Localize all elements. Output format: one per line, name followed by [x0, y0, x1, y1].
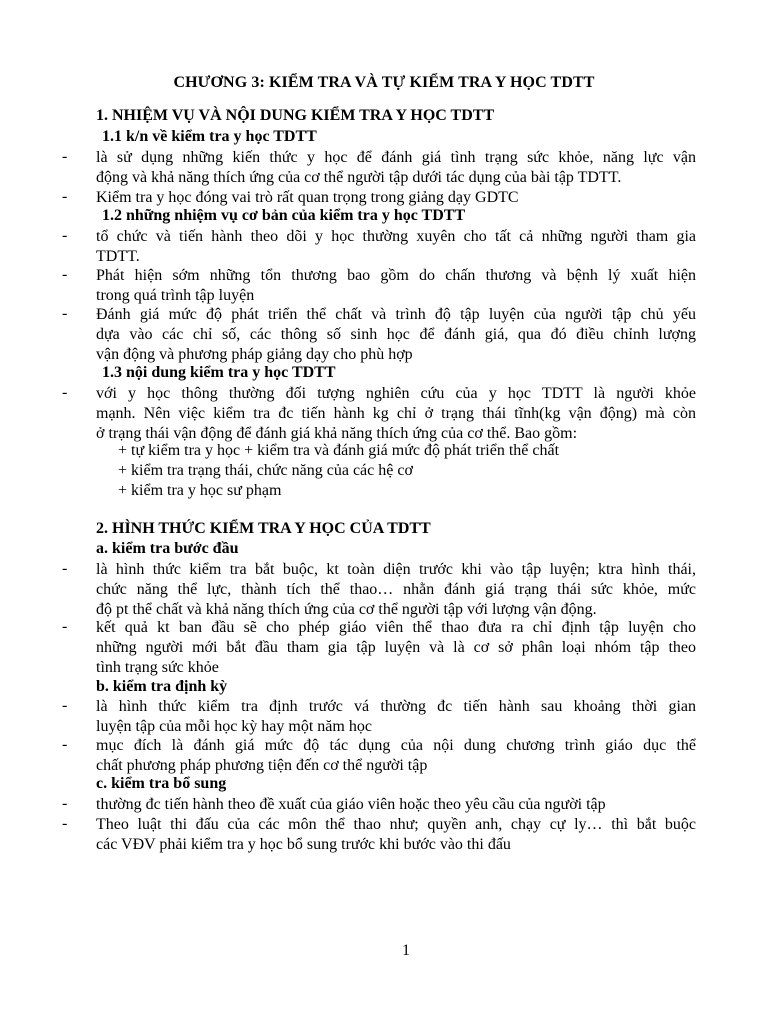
bullet-line: trong quá trình tập luyện	[96, 287, 255, 304]
bullet-marker: -	[62, 736, 68, 753]
subsection-1-1-heading: 1.1 k/n về kiểm tra y học TDTT	[102, 128, 317, 145]
section-2-heading: 2. HÌNH THỨC KIỂM TRA Y HỌC CỦA TDTT	[96, 520, 431, 537]
bullet-line: là hình thức kiểm tra định trước vá thường đc tiến hành sau khoảng thời gian	[96, 698, 696, 715]
chapter-title: CHƯƠNG 3: KIỂM TRA VÀ TỰ KIỂM TRA Y HỌC TDTT	[173, 74, 595, 91]
bullet-line: vận động và phương pháp giảng dạy cho phù hợp	[96, 346, 413, 363]
bullet-line: là hình thức kiểm tra bắt buộc, kt toàn diện trước khi vào tập luyện; ktra hình thái,	[96, 561, 696, 578]
bullet-marker: -	[62, 795, 68, 812]
bullet-line: động và khả năng thích ứng của cơ thể người tập dưới tác dụng của bài tập TDTT.	[96, 169, 622, 186]
sub-list-item: + kiểm tra trạng thái, chức năng của các hệ cơ	[118, 462, 413, 479]
bullet-line: các VĐV phải kiểm tra y học bổ sung trước khi bước vào thi đấu	[96, 836, 511, 853]
bullet-line: ở trạng thái vận động để đánh giá khả năng thích ứng của cơ thể. Bao gồm:	[96, 425, 578, 442]
bullet-marker: -	[62, 560, 68, 577]
bullet-line: thường đc tiến hành theo đề xuất của giáo viên hoặc theo yêu cầu của người tập	[96, 796, 606, 813]
bullet-line: TDTT.	[96, 248, 140, 265]
bullet-line: mạnh. Nên việc kiểm tra đc tiến hành kg chỉ ở trạng thái tĩnh(kg vận động) mà còn	[96, 405, 696, 422]
bullet-line: chức năng thể lực, thành tích thể thao… nhằn đánh giá trạng thái sức khỏe, mức	[96, 581, 696, 598]
subsection-c-heading: c. kiểm tra bổ sung	[96, 775, 227, 792]
bullet-line: những người mới bắt đầu tham gia tập luyện và là cơ sở phân loại nhóm tập theo	[96, 639, 696, 656]
sub-list-item: + kiểm tra y học sư phạm	[118, 482, 282, 499]
bullet-marker: -	[62, 697, 68, 714]
bullet-line: Kiểm tra y học đóng vai trò rất quan trọng trong giảng dạy GDTC	[96, 189, 519, 206]
subsection-1-2-heading: 1.2 những nhiệm vụ cơ bản của kiểm tra y học TDTT	[102, 207, 466, 224]
bullet-marker: -	[62, 188, 68, 205]
bullet-line: Đánh giá mức độ phát triển thể chất và trình độ tập luyện của người tập chủ yếu	[96, 306, 696, 323]
bullet-line: độ pt thể chất và khả năng thích ứng của cơ thể người tập với lượng vận động.	[96, 601, 597, 618]
bullet-line: mục đích là đánh giá mức độ tác dụng của nội dung chương trình giáo dục thể	[96, 737, 696, 754]
bullet-marker: -	[62, 148, 68, 165]
bullet-marker: -	[62, 227, 68, 244]
bullet-line: với y học thông thường đối tượng nghiên cứu của y học TDTT là người khỏe	[96, 385, 696, 402]
bullet-line: kết quả kt ban đầu sẽ cho phép giáo viên thể thao đưa ra chỉ định tập luyện cho	[96, 619, 696, 636]
bullet-line: là sử dụng những kiến thức y học để đánh giá tình trạng sức khỏe, năng lực vận	[96, 149, 696, 166]
bullet-marker: -	[62, 815, 68, 832]
bullet-line: luyện tập của mỗi học kỳ hay một năm học	[96, 718, 372, 735]
bullet-line: chất phương pháp phương tiện đến cơ thể người tập	[96, 757, 428, 774]
bullet-marker: -	[62, 266, 68, 283]
bullet-line: Theo luật thi đấu của các môn thể thao như; quyền anh, chạy cự ly… thì bắt buộc	[96, 816, 696, 833]
bullet-line: Phát hiện sớm những tổn thương bao gồm do chấn thương và bệnh lý xuất hiện	[96, 267, 696, 284]
page-number: 1	[402, 942, 410, 959]
bullet-marker: -	[62, 384, 68, 401]
sub-list-item: + tự kiểm tra y học + kiểm tra và đánh giá mức độ phát triển thể chất	[118, 442, 560, 459]
bullet-marker: -	[62, 618, 68, 635]
bullet-marker: -	[62, 305, 68, 322]
section-1-heading: 1. NHIỆM VỤ VÀ NỘI DUNG KIỂM TRA Y HỌC TDTT	[96, 107, 495, 124]
bullet-line: tổ chức và tiến hành theo dõi y học thường xuyên cho tất cả những người tham gia	[96, 228, 696, 245]
subsection-b-heading: b. kiểm tra định kỳ	[96, 678, 228, 695]
bullet-line: dựa vào các chỉ số, các thông số sinh học để đánh giá, qua đó điều chỉnh lượng	[96, 326, 696, 343]
subsection-a-heading: a. kiểm tra bước đầu	[96, 540, 239, 557]
subsection-1-3-heading: 1.3 nội dung kiểm tra y học TDTT	[102, 364, 336, 381]
bullet-line: tình trạng sức khỏe	[96, 659, 219, 676]
